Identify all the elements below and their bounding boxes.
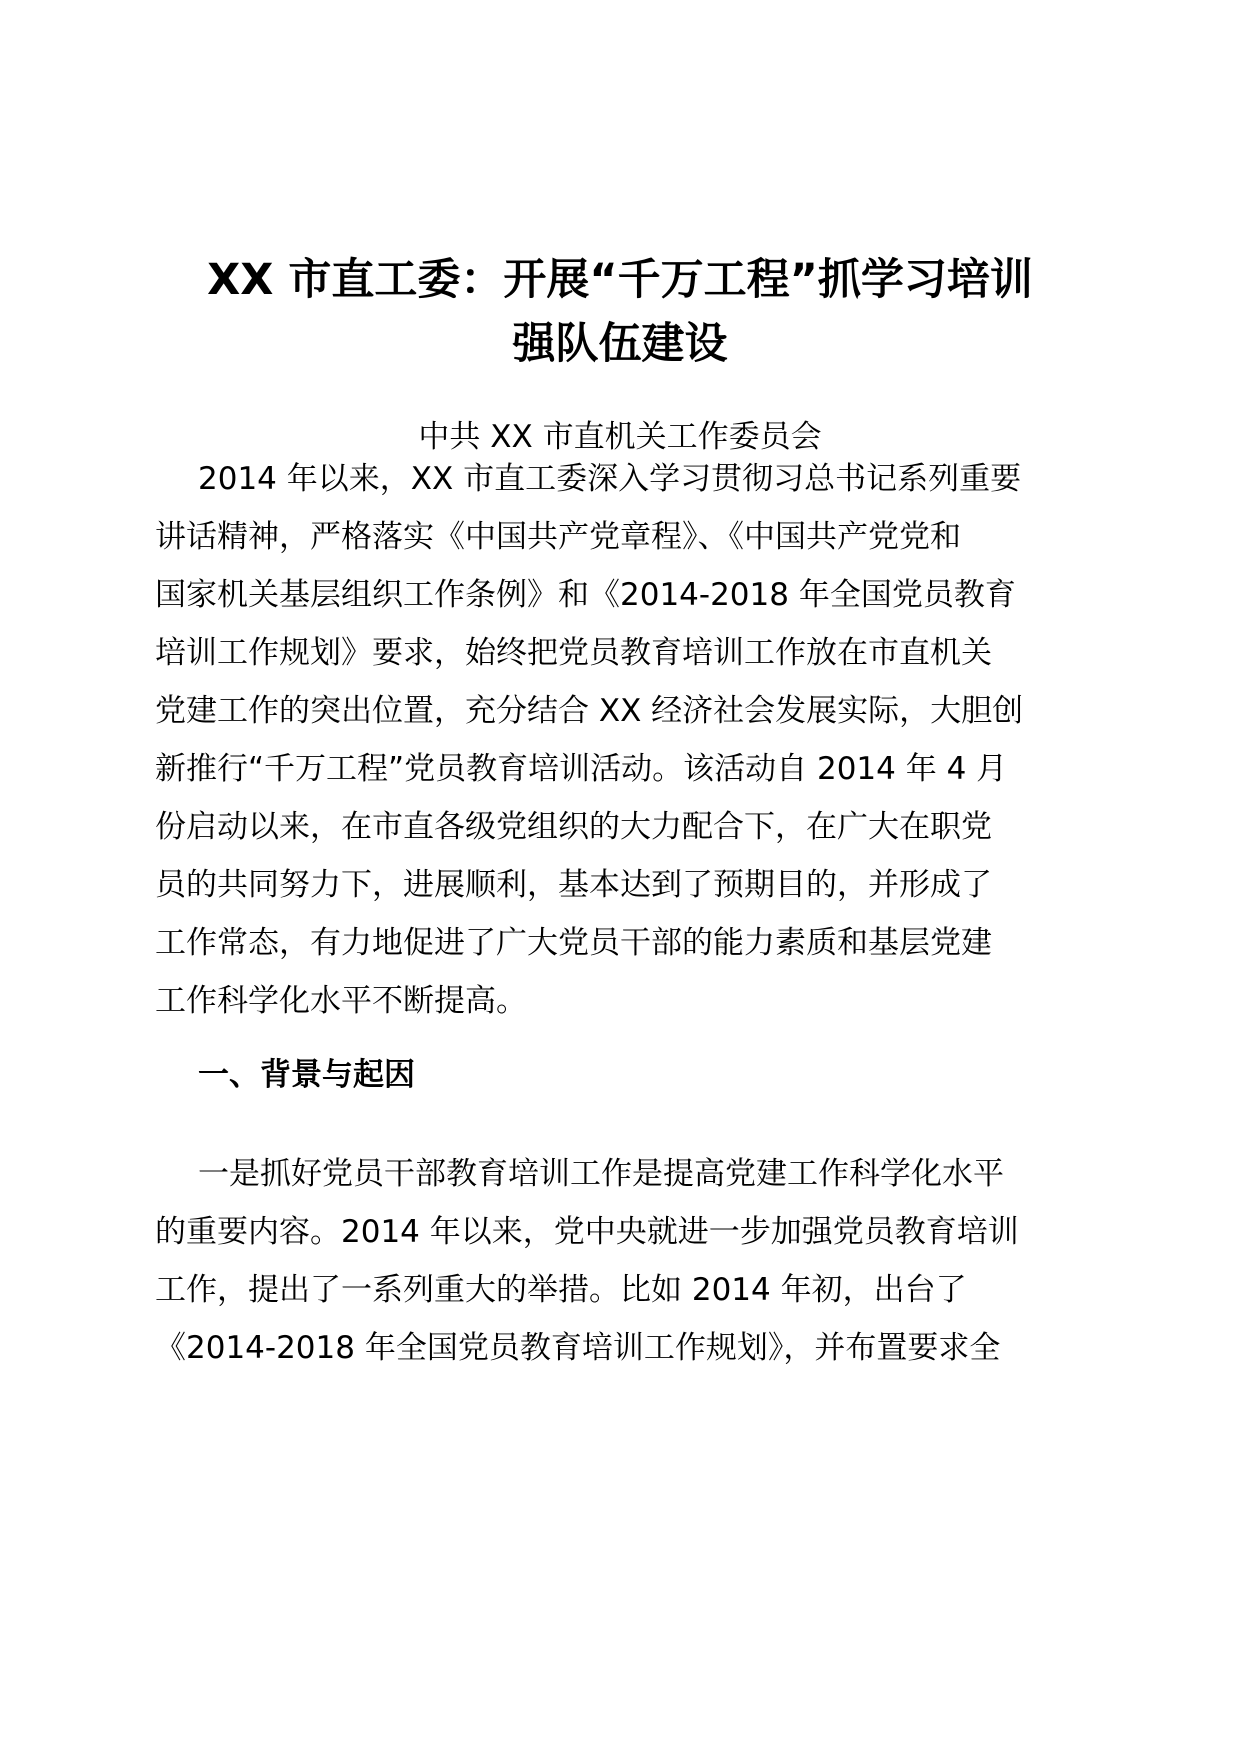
document-title-line-2: 强队伍建设 bbox=[512, 319, 728, 369]
intro-line: 工作常态，有力地促进了广大党员干部的能力素质和基层党建 bbox=[155, 925, 992, 961]
intro-line: 讲话精神，严格落实《中国共产党章程》、《中国共产党党和 bbox=[155, 519, 961, 555]
document-title-line-1: XX 市直工委：开展“千万工程”抓学习培训 bbox=[207, 255, 1033, 305]
section-heading: 一、背景与起因 bbox=[198, 1057, 415, 1093]
intro-line: 党建工作的突出位置，充分结合 XX 经济社会发展实际，大胆创 bbox=[155, 693, 1024, 729]
section-line: 的重要内容。2014 年以来，党中央就进一步加强党员教育培训 bbox=[155, 1214, 1019, 1250]
section-line: 一是抓好党员干部教育培训工作是提高党建工作科学化水平 bbox=[198, 1156, 1004, 1192]
intro-line: 2014 年以来，XX 市直工委深入学习贯彻习总书记系列重要 bbox=[198, 461, 1022, 497]
section-line: 《2014-2018 年全国党员教育培训工作规划》，并布置要求全 bbox=[155, 1330, 1001, 1366]
intro-line: 国家机关基层组织工作条例》和《2014-2018 年全国党员教育 bbox=[155, 577, 1016, 613]
document-author: 中共 XX 市直机关工作委员会 bbox=[418, 419, 822, 455]
intro-line: 培训工作规划》要求，始终把党员教育培训工作放在市直机关 bbox=[155, 635, 992, 671]
intro-line: 工作科学化水平不断提高。 bbox=[155, 983, 527, 1019]
intro-line: 员的共同努力下，进展顺利，基本达到了预期目的，并形成了 bbox=[155, 867, 992, 903]
section-line: 工作，提出了一系列重大的举措。比如 2014 年初，出台了 bbox=[155, 1272, 967, 1308]
intro-line: 新推行“千万工程”党员教育培训活动。该活动自 2014 年 4 月 bbox=[155, 751, 1008, 787]
intro-line: 份启动以来，在市直各级党组织的大力配合下，在广大在职党 bbox=[155, 809, 992, 845]
